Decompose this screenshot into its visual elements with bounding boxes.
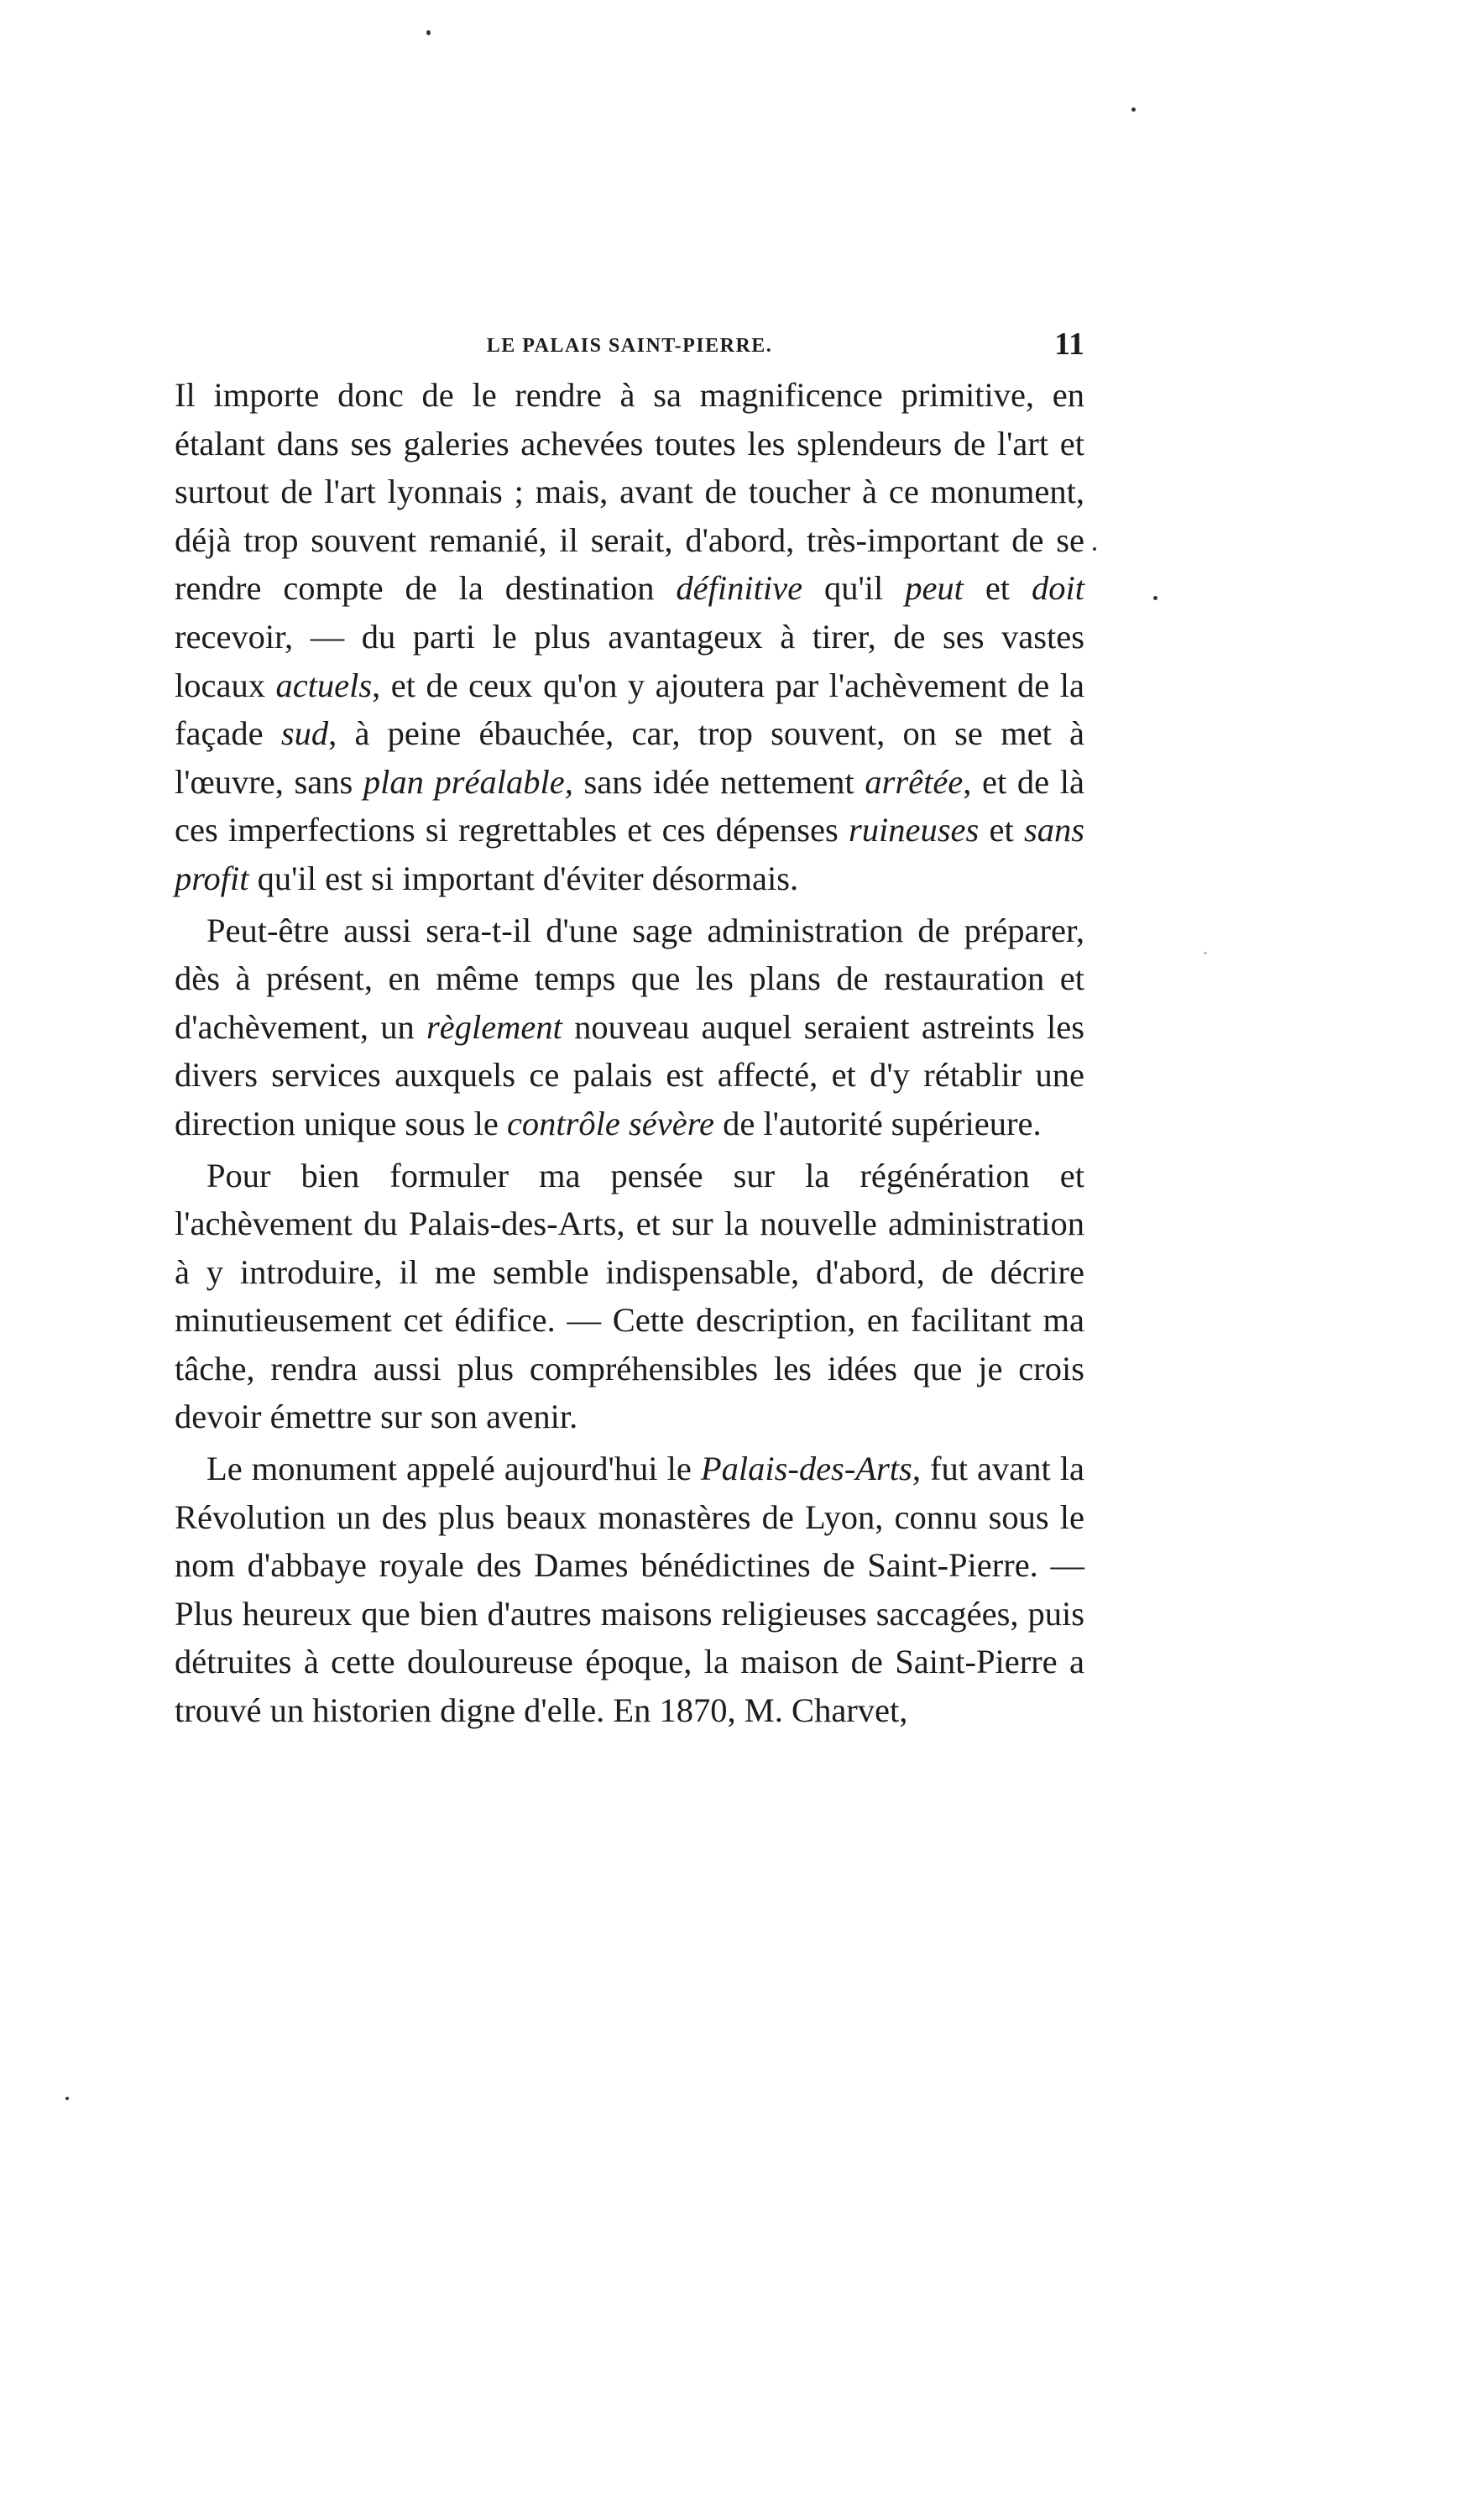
page-number: 11: [1054, 327, 1084, 362]
italic-run: sud: [280, 714, 329, 753]
text-run: sans idée nettement: [572, 762, 865, 801]
text-run: Le monument appelé aujourd'hui le: [206, 1450, 701, 1488]
scan-speck: [1153, 596, 1157, 600]
italic-run: arrêtée: [865, 762, 964, 801]
italic-run: peut: [905, 569, 964, 608]
italic-run: contrôle sévère: [506, 1104, 714, 1142]
text-run: et: [979, 811, 1024, 849]
italic-run: ruineuses: [849, 811, 980, 849]
text-run: Peut-être aussi sera-t-il d'une sage administration de préparer, dès à présent, en même temps que les plans de restauration et d'achèvement, un: [175, 911, 1084, 1046]
text-run: qu'il est si important d'éviter désormais.: [248, 859, 799, 897]
paragraph: [175, 907, 1084, 1148]
italic-run: actuels: [275, 666, 373, 704]
running-title: LE PALAIS SAINT-PIERRE.: [486, 335, 773, 357]
body-text: [175, 371, 1084, 1735]
paragraph: [175, 371, 1084, 903]
italic-run: Palais-des-Arts: [700, 1450, 912, 1488]
paragraph: [175, 1152, 1084, 1442]
italic-run: plan préalable,: [363, 762, 573, 801]
scan-speck: [65, 2097, 69, 2100]
paragraph: [175, 1445, 1084, 1735]
text-run: et: [963, 569, 1032, 608]
italic-run: doit: [1031, 569, 1084, 608]
text-run: , et de ceux qu'on y ajoutera par l'achèvement de la façade: [175, 666, 1084, 753]
running-head: [175, 329, 1084, 366]
text-run: de l'autorité supérieure.: [713, 1104, 1042, 1142]
text-run: , à peine ébauchée, car, trop souvent, on se met à l'œuvre, sans: [175, 714, 1085, 801]
text-run: Pour bien formuler ma pensée sur la régénération et l'achèvement du Palais-des-Arts, et sur la nouvelle administration à y introduire, il me semble indispensable, d'abord, de décrire minutieusement cet édifice. — Cette description, en facilitant ma tâche, rendra aussi plus compréhensibles les idées que je crois devoir émettre sur son avenir.: [175, 1156, 1084, 1436]
text-run: nouveau auquel seraient astreints les divers services auxquels ce palais est affecté, et d'y rétablir une direction unique sous le: [175, 1007, 1084, 1142]
text-run: Il importe donc de le rendre à sa magnificence primitive, en étalant dans ses galeries achevées toutes les splendeurs de l'art et surtout de l'art lyonnais ; mais, avant de toucher à ce monument, déjà trop souvent remanié, il serait, d'abord, très-important de se rendre compte de la destination: [175, 376, 1084, 608]
italic-run: sans profit: [175, 811, 1084, 897]
italic-run: définitive: [676, 569, 803, 608]
text-run: qu'il: [802, 569, 906, 608]
scan-speck: [1204, 952, 1207, 954]
scan-speck: [1093, 547, 1096, 551]
text-run: recevoir, — du parti le plus avantageux à tirer, de ses vastes locaux: [175, 617, 1084, 704]
text-run: , et de là ces imperfections si regrettables et ces dépenses: [175, 762, 1084, 849]
italic-run: règlement: [426, 1007, 562, 1046]
text-run: , fut avant la Révolution un des plus beaux monastères de Lyon, connu sous le nom d'abbaye royale des Dames bénédictines de Saint-Pierre. — Plus heureux que bien d'autres maisons religieuses saccagées, puis détruites à cette douloureuse époque, la maison de Saint-Pierre a trouvé un historien digne d'elle. En 1870, M. Charvet,: [175, 1450, 1085, 1730]
scan-speck: [1131, 107, 1136, 112]
scan-speck: [426, 30, 431, 35]
